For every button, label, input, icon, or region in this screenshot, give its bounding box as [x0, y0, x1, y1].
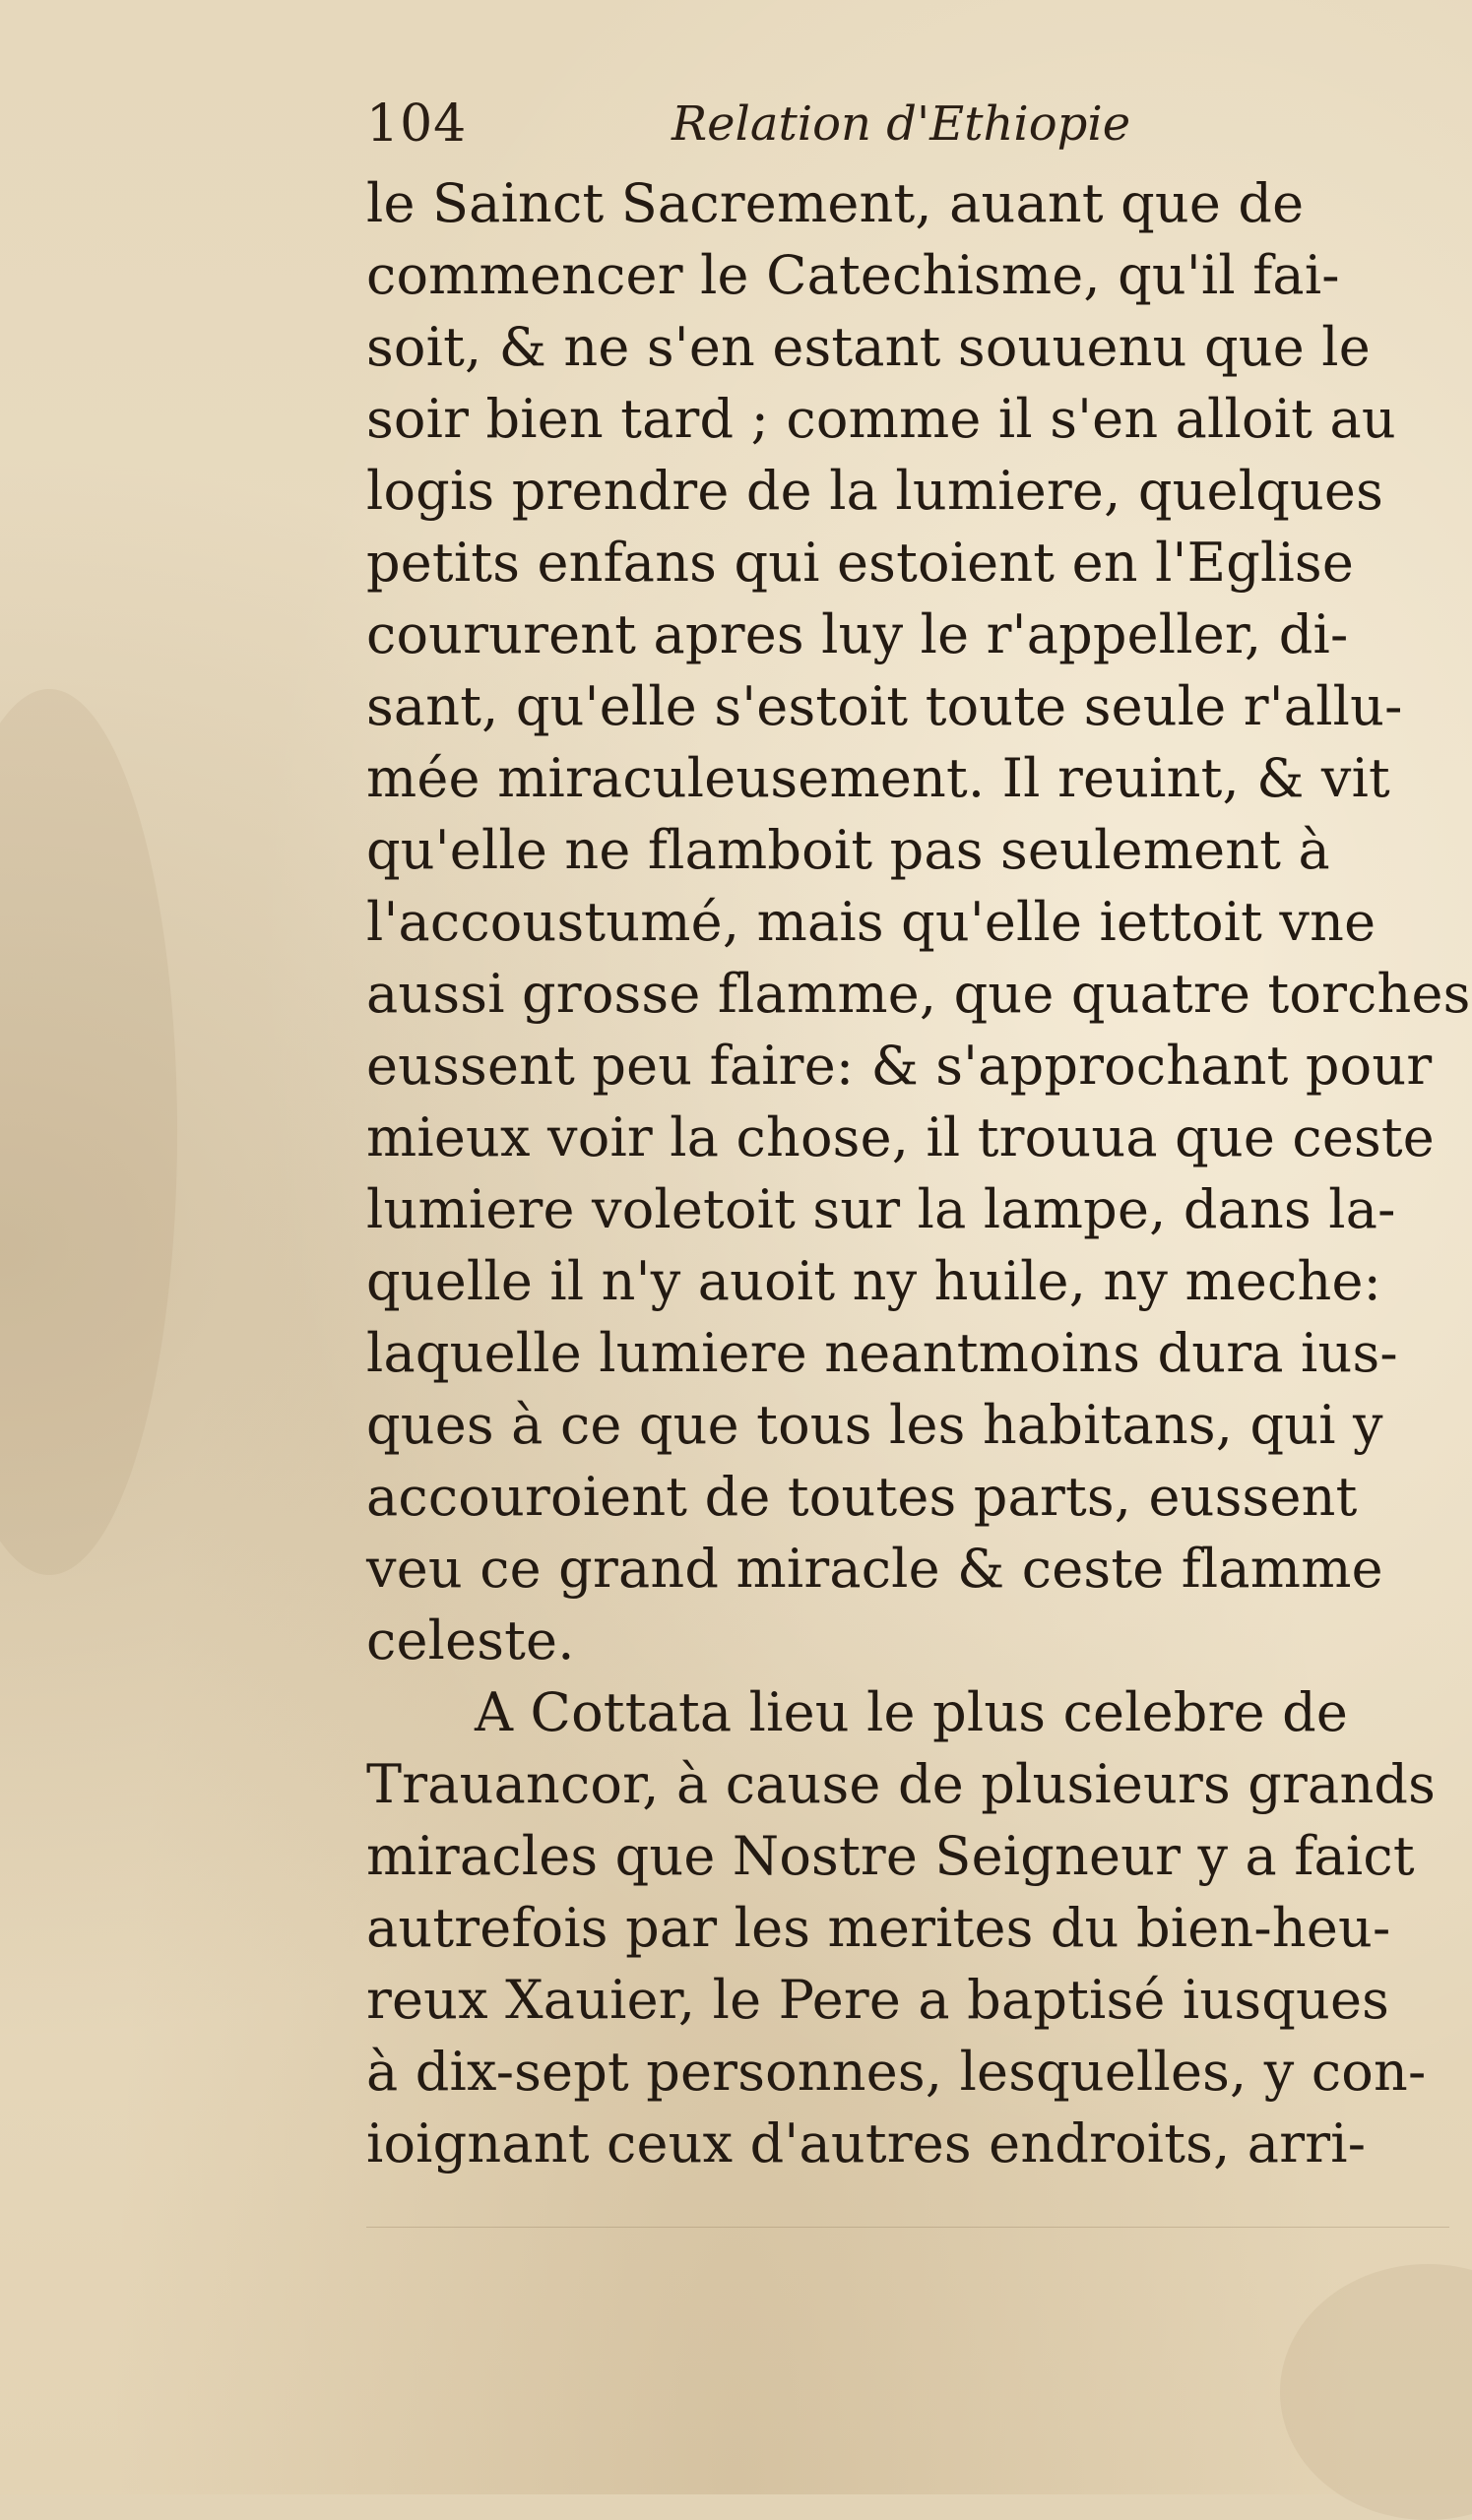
text-line: quelle il n'y auoit ny huile, ny meche:: [366, 1250, 1382, 1312]
text-line: soir bien tard ; comme il s'en alloit au: [366, 388, 1396, 450]
text-line: sant, qu'elle s'estoit toute seule r'allu-: [366, 675, 1403, 737]
paper-stain: [0, 689, 177, 1575]
text-line: Trauancor, à cause de plusieurs grands: [366, 1753, 1437, 1815]
text-line: coururent apres luy le r'appeller, di-: [366, 603, 1349, 665]
text-line: autrefois par les merites du bien-heu-: [366, 1897, 1391, 1959]
text-line: celeste.: [366, 1609, 575, 1671]
body-text: [366, 167, 1471, 2179]
text-line: soit, & ne s'en estant souuenu que le: [366, 316, 1371, 378]
text-line: commencer le Catechisme, qu'il fai-: [366, 244, 1340, 306]
paragraph-start-line: A Cottata lieu le plus celebre de: [475, 1681, 1349, 1743]
text-line: ioignant ceux d'autres endroits, arri-: [366, 2112, 1367, 2174]
text-line: lumiere voletoit sur la lampe, dans la-: [366, 1178, 1396, 1240]
text-line: qu'elle ne flamboit pas seulement à: [366, 819, 1330, 881]
text-line: accouroient de toutes parts, eussent: [366, 1466, 1358, 1528]
text-line: petits enfans qui estoient en l'Eglise: [366, 532, 1354, 594]
text-line: reux Xauier, le Pere a baptisé iusques: [366, 1969, 1390, 2031]
text-line: le Sainct Sacrement, auant que de: [366, 172, 1305, 234]
paper-stain: [1280, 2264, 1472, 2520]
text-line: logis prendre de la lumiere, quelques: [366, 460, 1384, 522]
text-line: ques à ce que tous les habitans, qui y: [366, 1394, 1383, 1456]
text-line: miracles que Nostre Seigneur y a faict: [366, 1825, 1415, 1887]
text-line: à dix-sept personnes, lesquelles, y con-: [366, 2041, 1427, 2103]
text-line: veu ce grand miracle & ceste flamme: [366, 1538, 1383, 1600]
running-title: Relation d'Ethiopie: [672, 96, 1131, 152]
text-line: aussi grosse flamme, que quatre torches: [366, 963, 1471, 1025]
text-line: mée miraculeusement. Il reuint, & vit: [366, 747, 1390, 809]
text-line: mieux voir la chose, il trouua que ceste: [366, 1106, 1435, 1168]
bottom-margin-rule: [366, 2227, 1449, 2228]
text-line: l'accoustumé, mais qu'elle iettoit vne: [366, 891, 1376, 953]
text-line: laquelle lumiere neantmoins dura ius-: [366, 1322, 1398, 1384]
page-number: 104: [366, 94, 468, 154]
page-header: [366, 94, 1252, 163]
text-line: eussent peu faire: & s'approchant pour: [366, 1035, 1433, 1097]
